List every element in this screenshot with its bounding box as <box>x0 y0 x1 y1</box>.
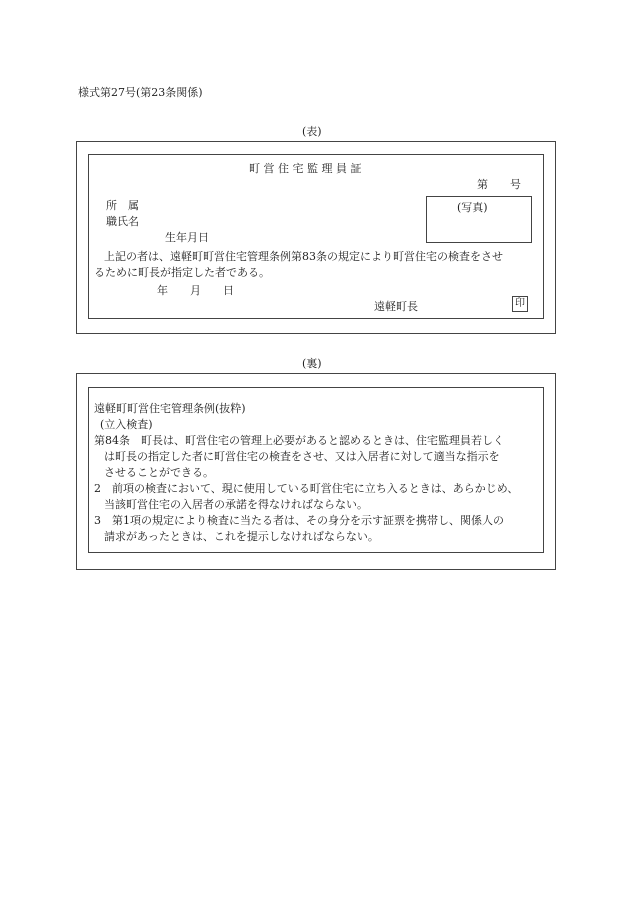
ordinance-title: 遠軽町町営住宅管理条例(抜粋) <box>94 402 246 415</box>
front-label: (表) <box>302 125 322 138</box>
paragraph-2-line-1: 2 前項の検査において、現に使用している町営住宅に立ち入るときは、あらかじめ、 <box>94 482 519 495</box>
birthdate-label: 生年月日 <box>165 231 209 244</box>
photo-box <box>426 196 532 243</box>
issue-date: 年 月 日 <box>157 284 234 297</box>
back-card <box>88 387 544 553</box>
back-label: (裏) <box>302 357 322 370</box>
paragraph-3-line-2: 請求があったときは、これを提示しなければならない。 <box>104 530 379 543</box>
article-84-line-1: 第84条 町長は、町営住宅の管理上必要があると認めるときは、住宅監理員若しく <box>94 434 504 447</box>
card-title: 町 営 住 宅 監 理 員 証 <box>249 162 362 175</box>
section-heading: (立入検査) <box>100 418 153 431</box>
certificate-text-line-2: るために町長が指定した者である。 <box>94 266 270 279</box>
photo-label: (写真) <box>457 201 488 214</box>
certificate-text-line-1: 上記の者は、遠軽町町営住宅管理条例第83条の規定により町営住宅の検査をさせ <box>104 250 503 263</box>
form-number: 様式第27号(第23条関係) <box>78 86 203 99</box>
affiliation-label: 所 属 <box>106 199 139 212</box>
paragraph-3-line-1: 3 第1項の規定により検査に当たる者は、その身分を示す証票を携帯し、関係人の <box>94 514 504 527</box>
article-84-line-2: は町長の指定した者に町営住宅の検査をさせ、又は入居者に対して適当な指示を <box>104 450 500 463</box>
article-84-line-3: させることができる。 <box>104 466 214 479</box>
card-number-label: 第 号 <box>477 178 521 191</box>
issuer-name: 遠軽町長 <box>374 300 418 313</box>
front-card <box>88 154 544 319</box>
seal-mark: 印 <box>512 296 528 312</box>
paragraph-2-line-2: 当該町営住宅の入居者の承諾を得なければならない。 <box>104 498 368 511</box>
name-label: 職氏名 <box>106 215 139 228</box>
